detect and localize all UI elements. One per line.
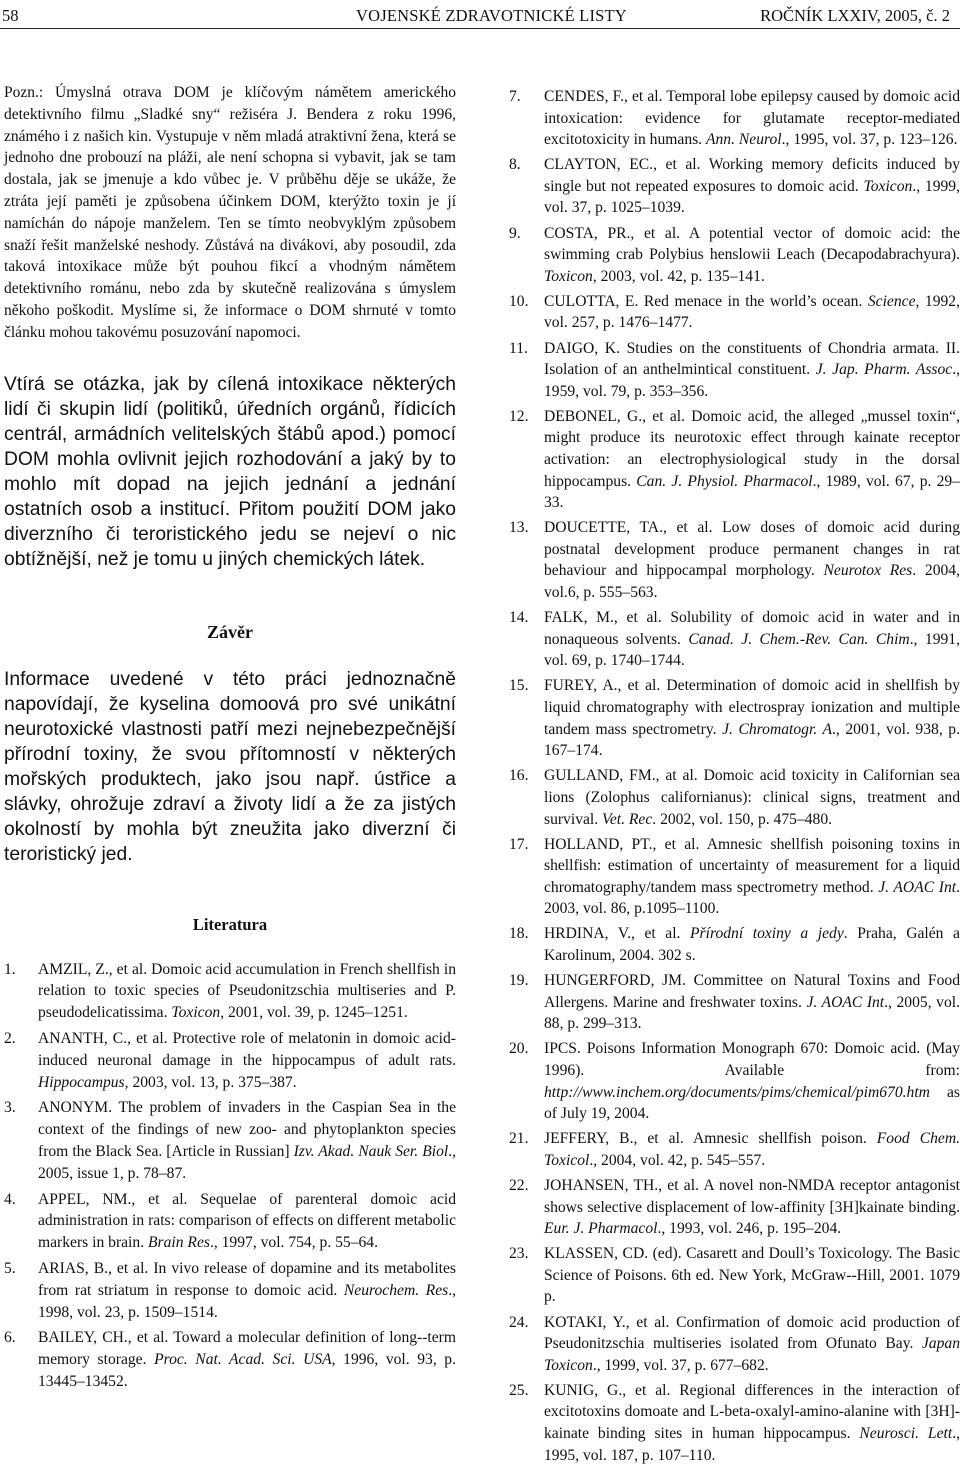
reference-number: 14. [509, 609, 529, 627]
reference-item [509, 765, 960, 830]
reference-text: ., 1999, vol. 37, p. 1025–1039. [544, 177, 960, 217]
reference-text: DOUCETTE, TA., et al. Low doses of domoic acid during postnatal development produce permanent changes in rat behaviour and hippocampal morphology. [544, 519, 960, 580]
reference-list-left [4, 959, 456, 1393]
reference-text: , 2001, vol. 39, p. 1245–1251. [220, 1004, 408, 1022]
reference-text: CLAYTON, EC., et al. Working memory deficits induced by single but not repeated exposures to domoic acid. [544, 156, 960, 195]
reference-text: , 2003, vol. 42, p. 135–141. [592, 267, 765, 285]
reference-text: ., 1959, vol. 79, p. 353–356. [544, 361, 960, 400]
reference-item [509, 291, 960, 334]
reference-item [4, 1189, 456, 1254]
reference-item [509, 970, 960, 1035]
reference-text: ., 2005, issue 1, p. 78–87. [38, 1142, 456, 1182]
reference-source-italic: Proc. Nat. Acad. Sci. USA [154, 1351, 332, 1369]
reference-number: 3. [4, 1099, 16, 1117]
reference-text: ., 1995, vol. 187, p. 107–110. [544, 1425, 960, 1464]
reference-text: ., 1999, vol. 37, p. 677–682. [592, 1356, 769, 1374]
reference-item [509, 1128, 960, 1171]
reference-text: , 2003, vol. 13, p. 375–387. [124, 1073, 297, 1091]
reference-source-italic: Ann. Neurol [705, 131, 782, 149]
reference-number: 25. [509, 1381, 529, 1399]
reference-item [509, 834, 960, 920]
reference-source-italic: Brain Res [148, 1234, 210, 1252]
header-rule [0, 28, 960, 29]
reference-number: 6. [4, 1329, 16, 1347]
reference-source-italic: Science [867, 292, 916, 310]
reference-text: as of July 19, 2004. [544, 1083, 960, 1123]
reference-text: ., 1995, vol. 37, p. 123–126. [781, 131, 958, 149]
reference-text: HRDINA, V., et al. [544, 925, 691, 943]
reference-source-italic: http://www.inchem.org/documents/pims/chemical/pim670.htm [544, 1083, 930, 1101]
reference-text: JEFFERY, B., et al. Amnesic shellfish poison. [544, 1130, 877, 1148]
reference-source-italic: Neurotox Res [823, 562, 913, 580]
reference-source-italic: Izv. Akad. Nauk Ser. Biol [293, 1142, 449, 1160]
reference-item [4, 1097, 456, 1184]
reference-number: 7. [509, 88, 521, 105]
reference-item [509, 517, 960, 603]
reference-number: 21. [509, 1130, 529, 1148]
reference-item [509, 338, 960, 403]
reference-item [509, 406, 960, 514]
reference-number: 2. [4, 1029, 16, 1047]
conclusion-heading: Závěr [207, 621, 253, 642]
reference-text: FUREY, A., et al. Determination of domoic acid in shellfish by liquid chromatography with electrospray ionization and multiple tandem mass spectrometry. [544, 677, 960, 738]
reference-number: 19. [509, 972, 529, 990]
reference-source-italic: Neurosci. Lett [859, 1425, 953, 1443]
reference-text: , 1996, vol. 93, p. 13445–13452. [38, 1351, 457, 1390]
reference-text: ., 1997, vol. 754, p. 55–64. [209, 1234, 379, 1252]
reference-text: FALK, M., et al. Solubility of domoic acid in water and in nonaqueous solvents. [544, 609, 960, 648]
reference-item [509, 86, 960, 151]
reference-text: KOTAKI, Y., et al. Confirmation of domoic acid production of Pseudonitzschia multiseries isolated from Ofunato Bay. [544, 1313, 960, 1353]
reference-source-italic: Canad. J. Chem.-Rev. Can. Chim [688, 630, 910, 648]
reference-text: . 2002, vol. 150, p. 475–480. [652, 810, 833, 828]
reference-text: ANONYM. The problem of invaders in the Caspian Sea in the context of the findings of new zoo- and phytoplankton species from the Black Sea. [Article in Russian] [38, 1099, 456, 1160]
reference-item [509, 923, 960, 966]
reference-text: ., 1993, vol. 246, p. 195–204. [657, 1220, 842, 1238]
reference-number: 18. [509, 925, 529, 943]
reference-source-italic: Eur. J. Pharmacol [544, 1220, 658, 1238]
reference-item [4, 1028, 456, 1093]
reference-number: 17. [509, 835, 529, 853]
reference-source-italic: J. AOAC Int [878, 878, 957, 896]
reference-text: BAILEY, CH., et al. Toward a molecular definition of long--term memory storage. [38, 1329, 456, 1369]
reference-text: IPCS. Poisons Information Monograph 670: Domoic acid. (May 1996). Available from: [544, 1040, 960, 1080]
reference-number: 16. [509, 767, 529, 785]
film-note-paragraph: Pozn.: Úmyslná otrava DOM je klíčovým námětem amerického detektivního filmu „Sladké sny“ režiséra J. Bendera z roku 1996, známého i z našich kin. Vystupuje v něm mladá atraktivní žena, která se jednoho dne probouzí na pláži, ale není schopna si vybavit, jak se tam dostala, jak se jmenuje a kdo vůbec je. V průběhu děje se ukáže, že ztráta její paměti je způsobena účinkem DOM, kterýžto toxin je jí namíchán do nápoje manželem. Ten se tímto neobvyklým způsobem snaží řešit manželské neshody. Zůstává na divákovi, aby posoudil, zda taková intoxikace může být pouhou fikcí a vhodným námětem detektivního románu, nebo zda by skutečně realizována s úmyslem někoho poškodit. Myslíme si, že informace o DOM shrnuté v tomto článku mohou takovému posuzování napomoci. [4, 84, 456, 341]
reference-number: 9. [509, 224, 521, 242]
reference-text: KLASSEN, CD. (ed). Casarett and Doull’s Toxicology. The Basic Science of Poisons. 6th ed. New York, McGraw--Hill, 2001. 1079 p. [544, 1245, 960, 1306]
reference-source-italic: Přírodní toxiny a jedy [690, 925, 844, 943]
reference-item [509, 1175, 960, 1240]
conclusion-paragraph: Informace uvedené v této práci jednoznačně napovídají, že kyselina domoová pro své unikátní neurotoxické vlastnosti patří mezi nejnebezpečnější přírodní toxiny, že svou přítomností v některých mořských produktech, jako jsou např. ústřice a slávky, ohrožuje zdraví a životy lidí a že za jistých okolností by mohla být zneužita jako diverzní či teroristický jed. [4, 668, 456, 865]
reference-item [509, 1312, 960, 1377]
reference-item [4, 1327, 456, 1392]
reference-text: AMZIL, Z., et al. Domoic acid accumulation in French shellfish in relation to toxic species of Pseudonitzschia multiseries and P. pseudodelicatissima. [38, 960, 456, 1022]
reference-text: CENDES, F., et al. Temporal lobe epilepsy caused by domoic acid intoxication: evidence for glutamate receptor-mediated excitotoxicity in humans. [544, 88, 960, 149]
reference-text: CULOTTA, E. Red menace in the world’s ocean. [544, 292, 868, 310]
reference-number: 11. [509, 339, 528, 357]
reference-item [509, 1243, 960, 1308]
journal-title: VOJENSKÉ ZDRAVOTNICKÉ LISTY [356, 6, 627, 25]
reference-source-italic: Toxicon [863, 177, 913, 195]
reference-number: 5. [4, 1259, 16, 1277]
reference-text: ANANTH, C., et al. Protective role of melatonin in domoic acid-induced neuronal damage in the hippocampus of adult rats. [38, 1029, 456, 1069]
reference-number: 15. [509, 677, 529, 695]
question-paragraph: Vtírá se otázka, jak by cílená intoxikace některých lidí či skupin lidí (politiků, úředních orgánů, řídicích centrál, armádních velitelských štábů apod.) pomocí DOM mohla ovlivnit jejich rozhodování a jaký by to mohlo mít dopad na jejich jednání a jednání ostatních osob a institucí. Přitom použití DOM jako diverzního či teroristického jedu se nejeví o nic obtížnější, než je tomu u jiných chemických látek. [4, 373, 456, 570]
reference-text: DAIGO, K. Studies on the constituents of Chondria armata. II. Isolation of an anthelmintical constituent. [544, 339, 960, 379]
reference-source-italic: Vet. Rec [602, 810, 653, 828]
reference-text: GULLAND, FM., at al. Domoic acid toxicity in Californian sea lions (Zolophus californianus): clinical signs, treatment and survival. [544, 767, 960, 828]
reference-text: KUNIG, G., et al. Regional differences in the interaction of excitotoxins domoate and L-beta-oxalyl-amino-alanine with [3H]-kainate binding sites in human hippocampus. [544, 1381, 960, 1443]
reference-text: APPEL, NM., et al. Sequelae of parenteral domoic acid administration in rats: comparison of effects on different metabolic markers in brain. [38, 1190, 456, 1252]
right-column [509, 86, 960, 1470]
reference-item [4, 1258, 456, 1323]
reference-source-italic: Japan Toxicon [544, 1335, 960, 1374]
reference-text: ., 1998, vol. 23, p. 1509–1514. [38, 1281, 456, 1321]
reference-text: COSTA, PR., et al. A potential vector of domoic acid: the swimming crab Polybius henslowii Leach (Decapodabrachyura). [544, 224, 960, 264]
reference-item [509, 675, 960, 761]
reference-item [509, 154, 960, 219]
reference-number: 24. [509, 1313, 529, 1331]
volume-info: ROČNÍK LXXIV, 2005, č. 2 [760, 6, 950, 25]
left-column [4, 82, 456, 1397]
reference-text: , 1992, vol. 257, p. 1476–1477. [544, 292, 960, 332]
reference-source-italic: Can. J. Physiol. Pharmacol [636, 472, 813, 490]
reference-text: ., 2005, vol. 88, p. 299–313. [544, 993, 960, 1033]
reference-number: 23. [509, 1245, 529, 1263]
reference-number: 10. [509, 292, 529, 310]
reference-text: HOLLAND, PT., et al. Amnesic shellfish poisoning toxins in shellfish: estimation of uncertainty of measurement for a liquid chromatography/tandem mass spectrometry method. [544, 835, 960, 896]
reference-item [4, 959, 456, 1024]
reference-number: 22. [509, 1177, 529, 1194]
literature-heading: Literatura [192, 914, 268, 934]
reference-source-italic: Toxicon [544, 267, 593, 285]
reference-source-italic: Neurochem. Res [343, 1281, 449, 1299]
reference-source-italic: Toxicon [171, 1004, 221, 1022]
reference-text: ARIAS, B., et al. In vivo release of dopamine and its metabolites from rat striatum in response to domoic acid. [38, 1259, 456, 1299]
reference-source-italic: Hippocampus [38, 1073, 125, 1091]
reference-list-right [509, 86, 960, 1466]
reference-number: 20. [509, 1040, 529, 1058]
reference-source-italic: Food Chem. Toxicol [544, 1130, 960, 1169]
reference-number: 1. [4, 960, 16, 978]
page-header [0, 0, 960, 34]
page-number: 58 [2, 6, 19, 25]
reference-item [509, 607, 960, 672]
reference-source-italic: J. Jap. Pharm. Assoc [815, 361, 953, 379]
reference-item [509, 1380, 960, 1466]
reference-number: 4. [4, 1190, 16, 1208]
reference-text: . 2004, vol.6, p. 555–563. [544, 562, 960, 602]
reference-number: 13. [509, 519, 529, 537]
reference-text: . 2003, vol. 86, p.1095–1100. [544, 878, 960, 918]
reference-text: ., 2004, vol. 42, p. 545–557. [589, 1151, 766, 1169]
reference-text: DEBONEL, G., et al. Domoic acid, the alleged „mussel toxin“, might produce its neurotoxic effect through kainate receptor activation: an electrophysiological study in the dorsal hippocampus. [544, 407, 960, 490]
reference-item [509, 223, 960, 288]
reference-text: ., 2001, vol. 938, p. 167–174. [544, 720, 960, 760]
reference-text: . Praha, Galén a Karolinum, 2004. 302 s. [544, 925, 960, 965]
reference-number: 8. [509, 156, 521, 174]
reference-source-italic: J. AOAC Int [806, 993, 885, 1011]
reference-item [509, 1038, 960, 1124]
reference-text: ., 1991, vol. 69, p. 1740–1744. [544, 630, 960, 670]
reference-text: JOHANSEN, TH., et al. A novel non-NMDA receptor antagonist shows selective displacement of low-affinity [3H]kainate binding. [544, 1177, 960, 1216]
reference-text: ., 1989, vol. 67, p. 29–33. [544, 472, 960, 512]
reference-text: HUNGERFORD, JM. Committee on Natural Toxins and Food Allergens. Marine and freshwater toxins. [544, 972, 960, 1011]
reference-number: 12. [509, 407, 529, 425]
reference-source-italic: J. Chromatogr. A [722, 720, 833, 738]
